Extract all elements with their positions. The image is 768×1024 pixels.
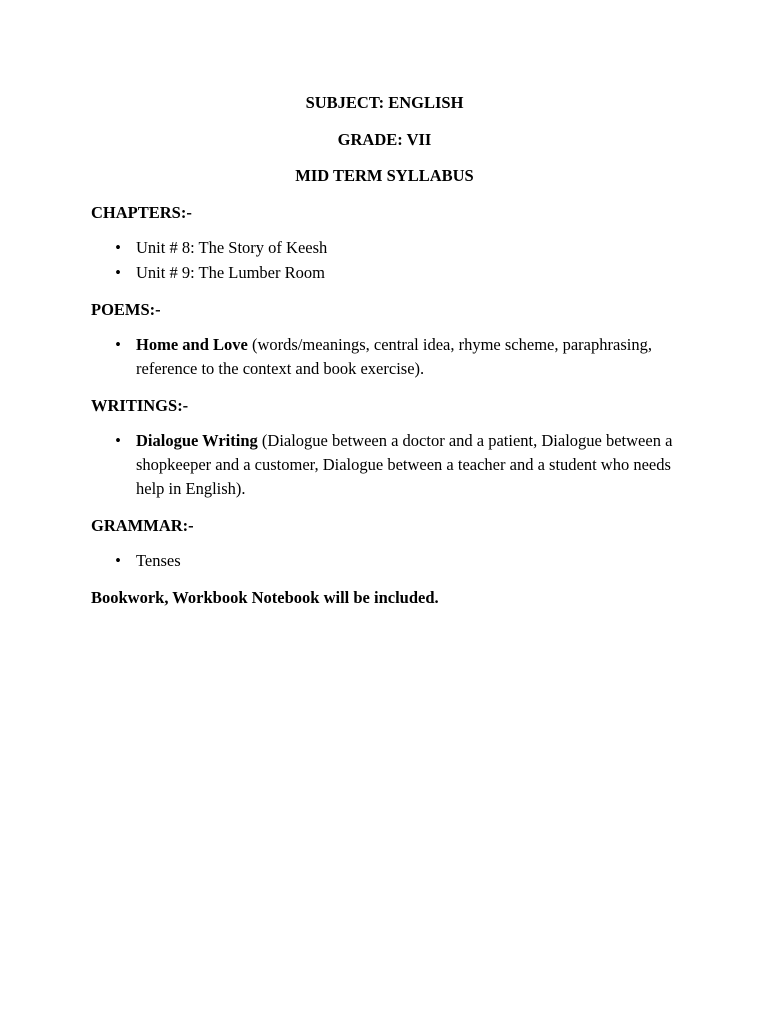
chapter-item: Unit # 8: The Story of Keesh [136,238,328,257]
grammar-item: Tenses [136,551,181,570]
chapters-list [91,236,678,285]
syllabus-title: MID TERM SYLLABUS [295,166,474,185]
poems-heading: POEMS:- [91,300,161,319]
poem-detail: (words/meanings, central idea, rhyme scheme, paraphrasing, reference to the context and book exercise). [136,335,652,378]
bullet-icon: • [115,431,121,450]
grade-title: GRADE: VII [337,130,432,149]
list-item [115,429,678,501]
list-item [115,333,678,381]
list-item [115,261,678,285]
bullet-icon: • [115,263,121,282]
writing-detail: (Dialogue between a doctor and a patient, Dialogue between a shopkeeper and a customer, Dialogue between a teacher and a student who needs help in English). [136,431,673,498]
writing-title: Dialogue Writing [136,431,258,450]
bullet-icon: • [115,335,121,354]
poems-list [91,333,678,381]
subject-title: SUBJECT: ENGLISH [305,93,464,112]
chapters-heading: CHAPTERS:- [91,203,192,222]
footer-note: Bookwork, Workbook Notebook will be included. [91,588,439,607]
poem-title: Home and Love [136,335,248,354]
bullet-icon: • [115,238,121,257]
bullet-icon: • [115,551,121,570]
grammar-heading: GRAMMAR:- [91,516,194,535]
list-item [115,549,678,573]
writings-list [91,429,678,501]
grammar-list [91,549,678,573]
chapter-item: Unit # 9: The Lumber Room [136,263,325,282]
list-item [115,236,678,260]
writings-heading: WRITINGS:- [91,396,189,415]
